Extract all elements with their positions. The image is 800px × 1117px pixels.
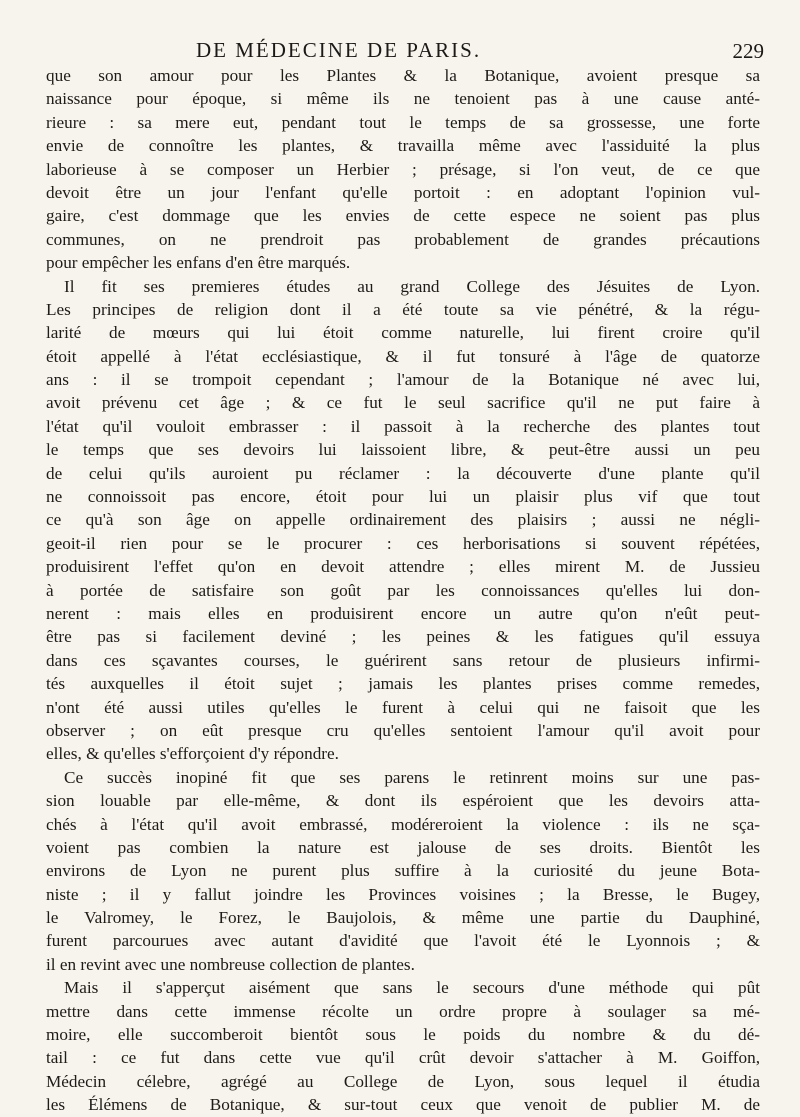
- text-line: larité de mœurs qui lui étoit comme naturelle, lui firent croire qu'il: [46, 323, 760, 343]
- body-text: [46, 64, 760, 1117]
- text-line: furent parcourues avec autant d'avidité que l'avoit été le Lyonnois ; &: [46, 931, 760, 951]
- text-line: geoit-il rien pour se le procurer : ces herborisations si souvent répétées,: [46, 533, 760, 553]
- text-line: tail : ce fut dans cette vue qu'il crût devoir s'attacher à M. Goiffon,: [46, 1048, 760, 1068]
- text-line: les Élémens de Botanique, & sur-tout ceux que venoit de publier M. de: [46, 1095, 760, 1115]
- paragraph-start-line: Il fit ses premieres études au grand College des Jésuites de Lyon.: [64, 276, 760, 296]
- text-line: naissance pour époque, si même ils ne tenoient pas à une cause anté-: [46, 89, 760, 109]
- text-line: Les principes de religion dont il a été toute sa vie pénétré, & la régu-: [46, 299, 760, 319]
- text-line: nerent : mais elles en produisirent encore un autre qu'on n'eût peut-: [46, 603, 760, 623]
- text-line: ans : il se trompoit cependant ; l'amour de la Botanique né avec lui,: [46, 370, 760, 390]
- paragraph-start-line: Mais il s'apperçut aisément que sans le secours d'une méthode qui pût: [64, 978, 760, 998]
- text-line: que son amour pour les Plantes & la Botanique, avoient presque sa: [46, 66, 760, 85]
- running-head: DE MÉDECINE DE PARIS.: [196, 38, 482, 62]
- text-line: moire, elle succomberoit bientôt sous le poids du nombre & du dé-: [46, 1025, 760, 1045]
- text-line: il en revint avec une nombreuse collection de plantes.: [46, 954, 415, 974]
- text-line: chés à l'état qu'il avoit embrassé, modéreroient la violence : ils ne sça-: [46, 814, 760, 834]
- text-line: n'ont été aussi utiles qu'elles le furent à celui qui ne faisoit que les: [46, 697, 760, 717]
- text-line: niste ; il y fallut joindre les Provinces voisines ; la Bresse, le Bugey,: [46, 884, 760, 904]
- text-line: être pas si facilement deviné ; les peines & les fatigues qu'il essuya: [46, 627, 760, 647]
- text-line: laborieuse à se composer un Herbier ; présage, si l'on veut, de ce que: [46, 159, 760, 179]
- text-line: de celui qu'ils auroient pu réclamer : la découverte d'une plante qu'il: [46, 463, 760, 483]
- text-line: gaire, c'est dommage que les envies de cette espece ne soient pas plus: [46, 206, 760, 226]
- text-line: ne connoissoit pas encore, étoit pour lui un plaisir plus vif que tout: [46, 487, 760, 507]
- text-line: envie de connoître les plantes, & travailla même avec l'assiduité la plus: [46, 136, 760, 156]
- text-line: pour empêcher les enfans d'en être marqués.: [46, 253, 351, 273]
- text-line: voient pas combien la nature est jalouse de ses droits. Bientôt les: [46, 837, 760, 857]
- text-line: rieure : sa mere eut, pendant tout le temps de sa grossesse, une forte: [46, 112, 760, 132]
- text-line: tés auxquelles il étoit sujet ; jamais les plantes prises comme remedes,: [46, 674, 760, 694]
- text-line: Médecin célebre, agrégé au College de Lyon, sous lequel il étudia: [46, 1071, 760, 1091]
- text-line: produisirent l'effet qu'on en devoit attendre ; elles mirent M. de Jussieu: [46, 557, 760, 577]
- text-line: dans ces sçavantes courses, le guérirent sans retour de plusieurs infirmi-: [46, 650, 760, 670]
- page-number: 229: [732, 39, 764, 63]
- text-line: mettre dans cette immense récolte un ordre propre à soulager sa mé-: [46, 1001, 760, 1021]
- text-line: le temps que ses devoirs lui laissoient libre, & peut-être aussi un peu: [46, 440, 760, 460]
- text-line: l'état qu'il vouloit embrasser : il passoit à la recherche des plantes tout: [46, 416, 760, 436]
- text-line: observer ; on eût presque cru qu'elles sentoient l'amour qu'il avoit pour: [46, 720, 760, 740]
- text-line: ce qu'à son âge on appelle ordinairement des plaisirs ; aussi ne négli-: [46, 510, 760, 530]
- text-line: à portée de satisfaire son goût par les connoissances qu'elles lui don-: [46, 580, 760, 600]
- paragraph-start-line: Ce succès inopiné fit que ses parens le retinrent moins sur une pas-: [64, 767, 760, 787]
- text-line: communes, on ne prendroit pas probablement de grandes précautions: [46, 229, 760, 249]
- text-line: sion louable par elle-même, & dont ils espéroient que les devoirs atta-: [46, 791, 760, 811]
- text-line: devoit être un jour l'enfant qu'elle portoit : en adoptant l'opinion vul-: [46, 182, 760, 202]
- text-line: le Valromey, le Forez, le Baujolois, & même une partie du Dauphiné,: [46, 908, 760, 928]
- text-line: étoit appellé à l'état ecclésiastique, & il fut tonsuré à l'âge de quatorze: [46, 346, 760, 366]
- text-line: environs de Lyon ne purent plus suffire à la curiosité du jeune Bota-: [46, 861, 760, 881]
- text-line: elles, & qu'elles s'efforçoient d'y répondre.: [46, 744, 339, 764]
- text-line: avoit prévenu cet âge ; & ce fut le seul sacrifice qu'il ne put faire à: [46, 393, 760, 413]
